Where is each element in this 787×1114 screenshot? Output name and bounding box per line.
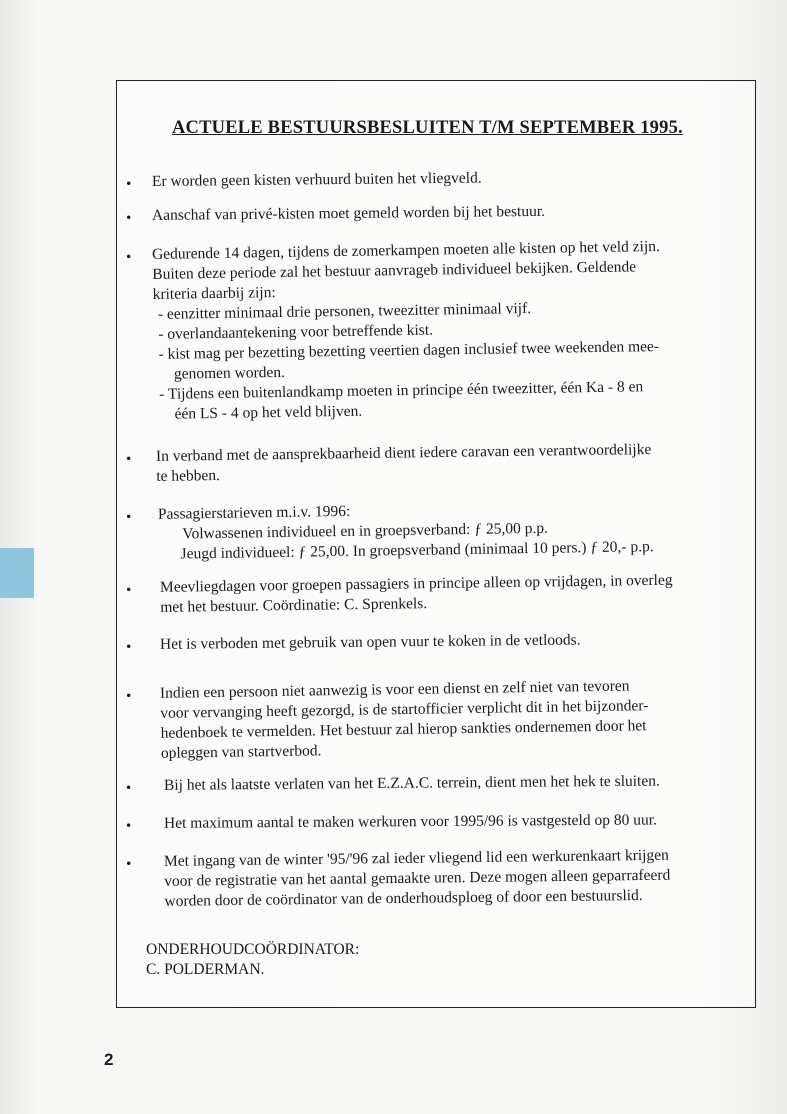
decision-text-line: - overlandaantekening voor betreffende kist. — [158, 321, 434, 343]
decision-text-line: voor de registratie van het aantal gemaakte uren. Deze mogen alleen geparrafeerd — [164, 866, 671, 890]
decision-text-line: Aanschaf van privé-kisten moet gemeld worden bij het bestuur. — [151, 202, 546, 224]
decision-text-line: Het maximum aantal te maken werkuren voor 1995/96 is vastgesteld op 80 uur. — [163, 811, 657, 832]
decision-text-line: In verband met de aansprekbaarheid dient iedere caravan een verantwoordelijke — [155, 441, 652, 465]
bullet-point: • — [125, 210, 132, 227]
decision-text-line: - eenzitter minimaal drie personen, tweezitter minimaal vijf. — [157, 300, 532, 323]
side-tab-marker — [0, 548, 34, 598]
decision-text-line: Jeugd individueel: ƒ 25,00. In groepsverband (minimaal 10 pers.) ƒ 20,- p.p. — [180, 538, 654, 563]
bullet-point: • — [125, 249, 132, 266]
bullet-point: • — [125, 176, 132, 193]
decision-text-line: - kist mag per bezetting bezetting veertien dagen inclusief twee weekenden mee- — [158, 338, 660, 363]
bullet-point: • — [125, 582, 132, 599]
bullet-point: • — [125, 818, 132, 835]
decision-text-line: Indien een persoon niet aanwezig is voor een dienst en zelf niet van tevoren — [159, 677, 630, 702]
decision-text-line: te hebben. — [156, 467, 221, 485]
decision-text-line: worden door de coördinator van de onderhoudsploeg of door een bestuurslid. — [164, 886, 643, 910]
decision-text-line: hedenboek te vermelden. Het bestuur zal hierop sankties ondernemen door het — [160, 717, 647, 742]
decision-text-line: Bij het als laatste verlaten van het E.Z.A.C. terrein, dient men het hek te sluiten. — [163, 772, 660, 794]
bullet-point: • — [125, 780, 132, 797]
bullet-point: • — [125, 509, 132, 526]
decision-text-line: Volwassenen individueel en in groepsverband: ƒ 25,00 p.p. — [182, 519, 549, 543]
decision-text-line: voor vervanging heeft gezorgd, is de startofficier verplicht dit in het bijzonder- — [160, 697, 649, 722]
page-number: 2 — [104, 1050, 114, 1069]
bullet-point: • — [125, 856, 132, 873]
decision-text-line: met het bestuur. Coördinatie: C. Sprenkels. — [160, 595, 428, 616]
decision-text-line: opleggen van startverbod. — [160, 742, 322, 762]
decision-text-line: - Tijdens een buitenlandkamp moeten in principe één tweezitter, één Ka - 8 en — [159, 378, 644, 403]
decision-text-line: kriteria daarbij zijn: — [152, 284, 276, 303]
decision-text-line: genomen worden. — [173, 363, 286, 383]
decision-text-line: Meevliegdagen voor groepen passagiers in principe alleen op vrijdagen, in overleg — [159, 571, 673, 596]
decision-text-line: één LS - 4 op het veld blijven. — [174, 402, 363, 423]
decision-text-line: Passagierstarieven m.i.v. 1996: — [157, 502, 351, 523]
bullet-point: • — [125, 688, 132, 705]
bullet-point: • — [125, 639, 132, 656]
decision-text-line: Er worden geen kisten verhuurd buiten het vliegveld. — [151, 169, 482, 190]
footer-name: C. POLDERMAN. — [146, 961, 265, 978]
decision-text-line: Met ingang van de winter '95/'96 zal ieder vliegend lid een werkurenkaart krijgen — [163, 846, 669, 870]
footer-role: ONDERHOUDCOÖRDINATOR: — [146, 941, 360, 958]
decision-text-line: Buiten deze periode zal het bestuur aanvrageb individueel bekijken. Geldende — [152, 258, 637, 283]
decision-text-line: Het is verboden met gebruik van open vuur te koken in de vetloods. — [159, 631, 581, 653]
bullet-point: • — [125, 451, 132, 468]
decision-text-line: Gedurende 14 dagen, tijdens de zomerkampen moeten alle kisten op het veld zijn. — [151, 237, 660, 263]
page-title: ACTUELE BESTUURSBESLUITEN T/M SEPTEMBER 1995. — [172, 118, 683, 138]
